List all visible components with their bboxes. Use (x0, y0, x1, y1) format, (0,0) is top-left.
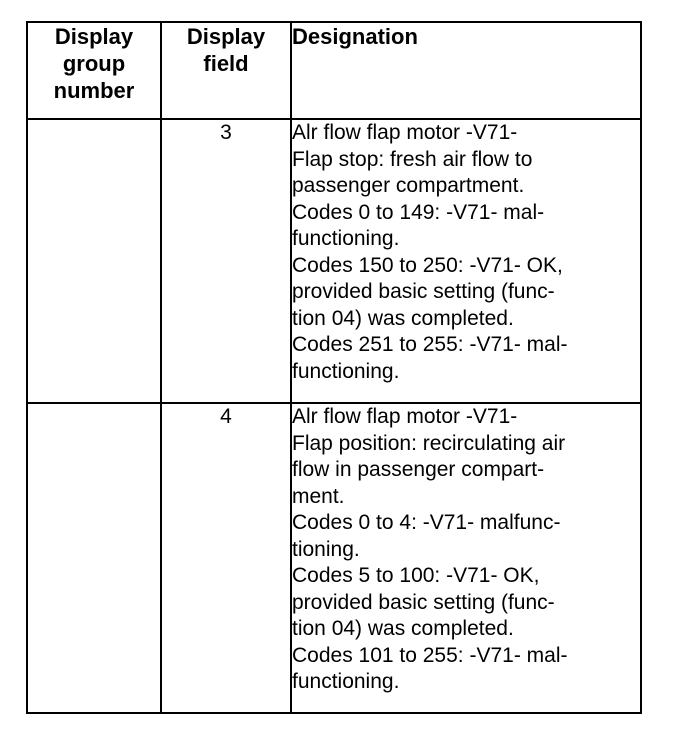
table-row (27, 403, 641, 713)
designation-line: functioning. (292, 359, 400, 383)
designation-line: Codes 0 to 149: -V71- mal- (292, 200, 545, 224)
designation-line: Alr flow flap motor -V71- (292, 121, 518, 144)
designation-cell (291, 403, 641, 713)
designation-line: functioning. (292, 227, 400, 250)
designation-line: functioning. (292, 670, 400, 693)
designation-line: provided basic setting (func- (292, 280, 555, 303)
designation-line: ment. (292, 484, 345, 508)
designation-line: tion 04) was completed. (292, 617, 514, 640)
designation-cell (291, 119, 641, 403)
designation-line: Flap stop: fresh air flow to (292, 147, 533, 171)
designation-line: Flap position: recirculating air (292, 431, 566, 455)
header-designation (291, 22, 641, 119)
header-row (27, 22, 641, 119)
designation-line: flow in passenger compart- (292, 458, 545, 481)
header-field-line: field (203, 51, 249, 76)
designation-line: provided basic setting (func- (292, 590, 555, 614)
designation-line: Codes 5 to 100: -V71- OK, (292, 564, 540, 587)
display-field-cell: 4 (161, 403, 291, 713)
designation-line: Codes 150 to 250: -V71- OK, (292, 253, 563, 277)
table-row (27, 119, 641, 403)
designation-line: Codes 101 to 255: -V71- mal- (292, 643, 568, 667)
header-display-group-number (27, 22, 161, 119)
designation-line: tioning. (292, 537, 360, 561)
header-field-line: Display (186, 24, 266, 49)
group-number-cell (27, 119, 161, 403)
designation-line: tion 04) was completed. (292, 306, 514, 330)
header-group-line: Display (54, 24, 134, 49)
designation-line: Codes 0 to 4: -V71- malfunc- (292, 511, 561, 534)
header-group-line: group (62, 51, 126, 76)
display-field-cell: 3 (161, 119, 291, 403)
display-group-table (26, 21, 642, 714)
group-number-cell (27, 403, 161, 713)
header-group-line: number (53, 78, 135, 103)
header-display-field (161, 22, 291, 119)
designation-line: Codes 251 to 255: -V71- mal- (292, 333, 568, 356)
designation-line: Alr flow flap motor -V71- (292, 405, 518, 428)
header-designation-label: Designation (292, 24, 418, 49)
designation-line: passenger compartment. (292, 174, 525, 197)
